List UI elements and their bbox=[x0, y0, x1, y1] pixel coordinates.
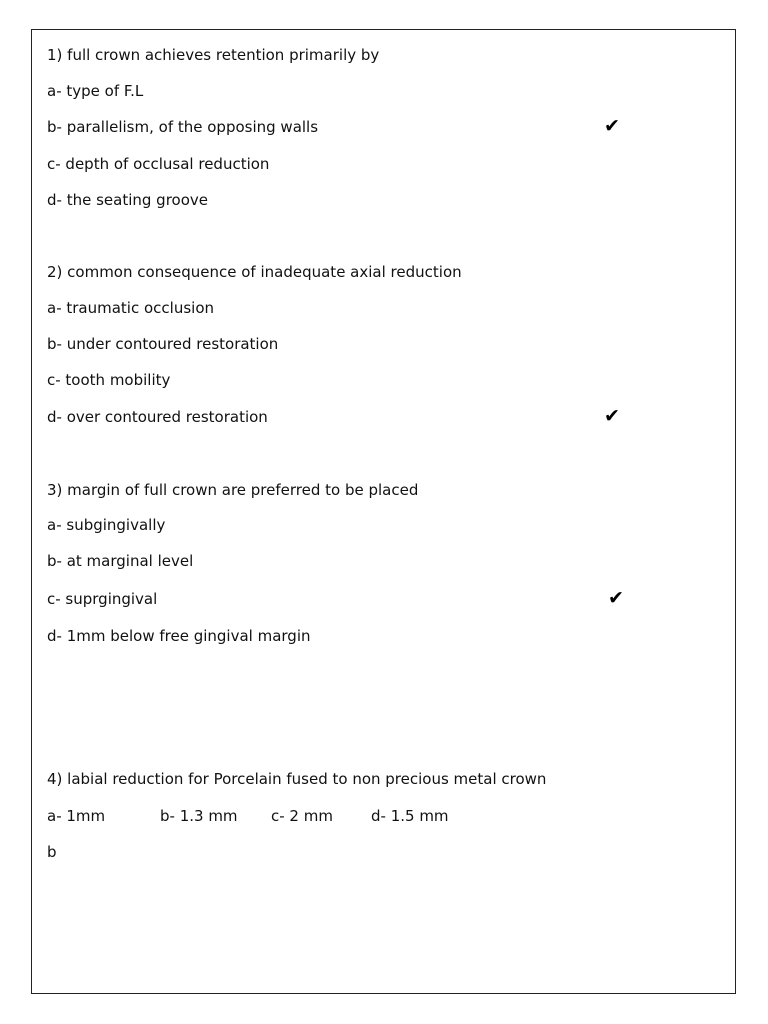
q3-option-b: b- at marginal level bbox=[47, 552, 194, 570]
q3-option-a: a- subgingivally bbox=[47, 516, 166, 534]
q3-option-c: c- suprgingival bbox=[47, 590, 158, 608]
q4-answer: b bbox=[47, 843, 57, 861]
q4-option-b: b- 1.3 mm bbox=[160, 807, 238, 825]
q1-option-d: d- the seating groove bbox=[47, 191, 208, 209]
q1-option-a: a- type of F.L bbox=[47, 82, 144, 100]
q4-question: 4) labial reduction for Porcelain fused to non precious metal crown bbox=[47, 770, 547, 788]
q3-option-d: d- 1mm below free gingival margin bbox=[47, 627, 311, 645]
q2-option-d: d- over contoured restoration bbox=[47, 408, 268, 426]
q3-question: 3) margin of full crown are preferred to be placed bbox=[47, 481, 419, 499]
q1-check-icon: ✔ bbox=[604, 115, 620, 137]
q2-option-b: b- under contoured restoration bbox=[47, 335, 279, 353]
q4-option-c: c- 2 mm bbox=[271, 807, 333, 825]
q2-question: 2) common consequence of inadequate axial reduction bbox=[47, 263, 462, 281]
q4-option-a: a- 1mm bbox=[47, 807, 106, 825]
q2-option-c: c- tooth mobility bbox=[47, 371, 171, 389]
q1-question: 1) full crown achieves retention primarily by bbox=[47, 46, 380, 64]
q4-option-d: d- 1.5 mm bbox=[371, 807, 449, 825]
q1-option-b: b- parallelism, of the opposing walls bbox=[47, 118, 319, 136]
q3-check-icon: ✔ bbox=[608, 587, 624, 609]
q1-option-c: c- depth of occlusal reduction bbox=[47, 155, 270, 173]
page-border bbox=[31, 29, 736, 994]
q2-check-icon: ✔ bbox=[604, 405, 620, 427]
q2-option-a: a- traumatic occlusion bbox=[47, 299, 214, 317]
